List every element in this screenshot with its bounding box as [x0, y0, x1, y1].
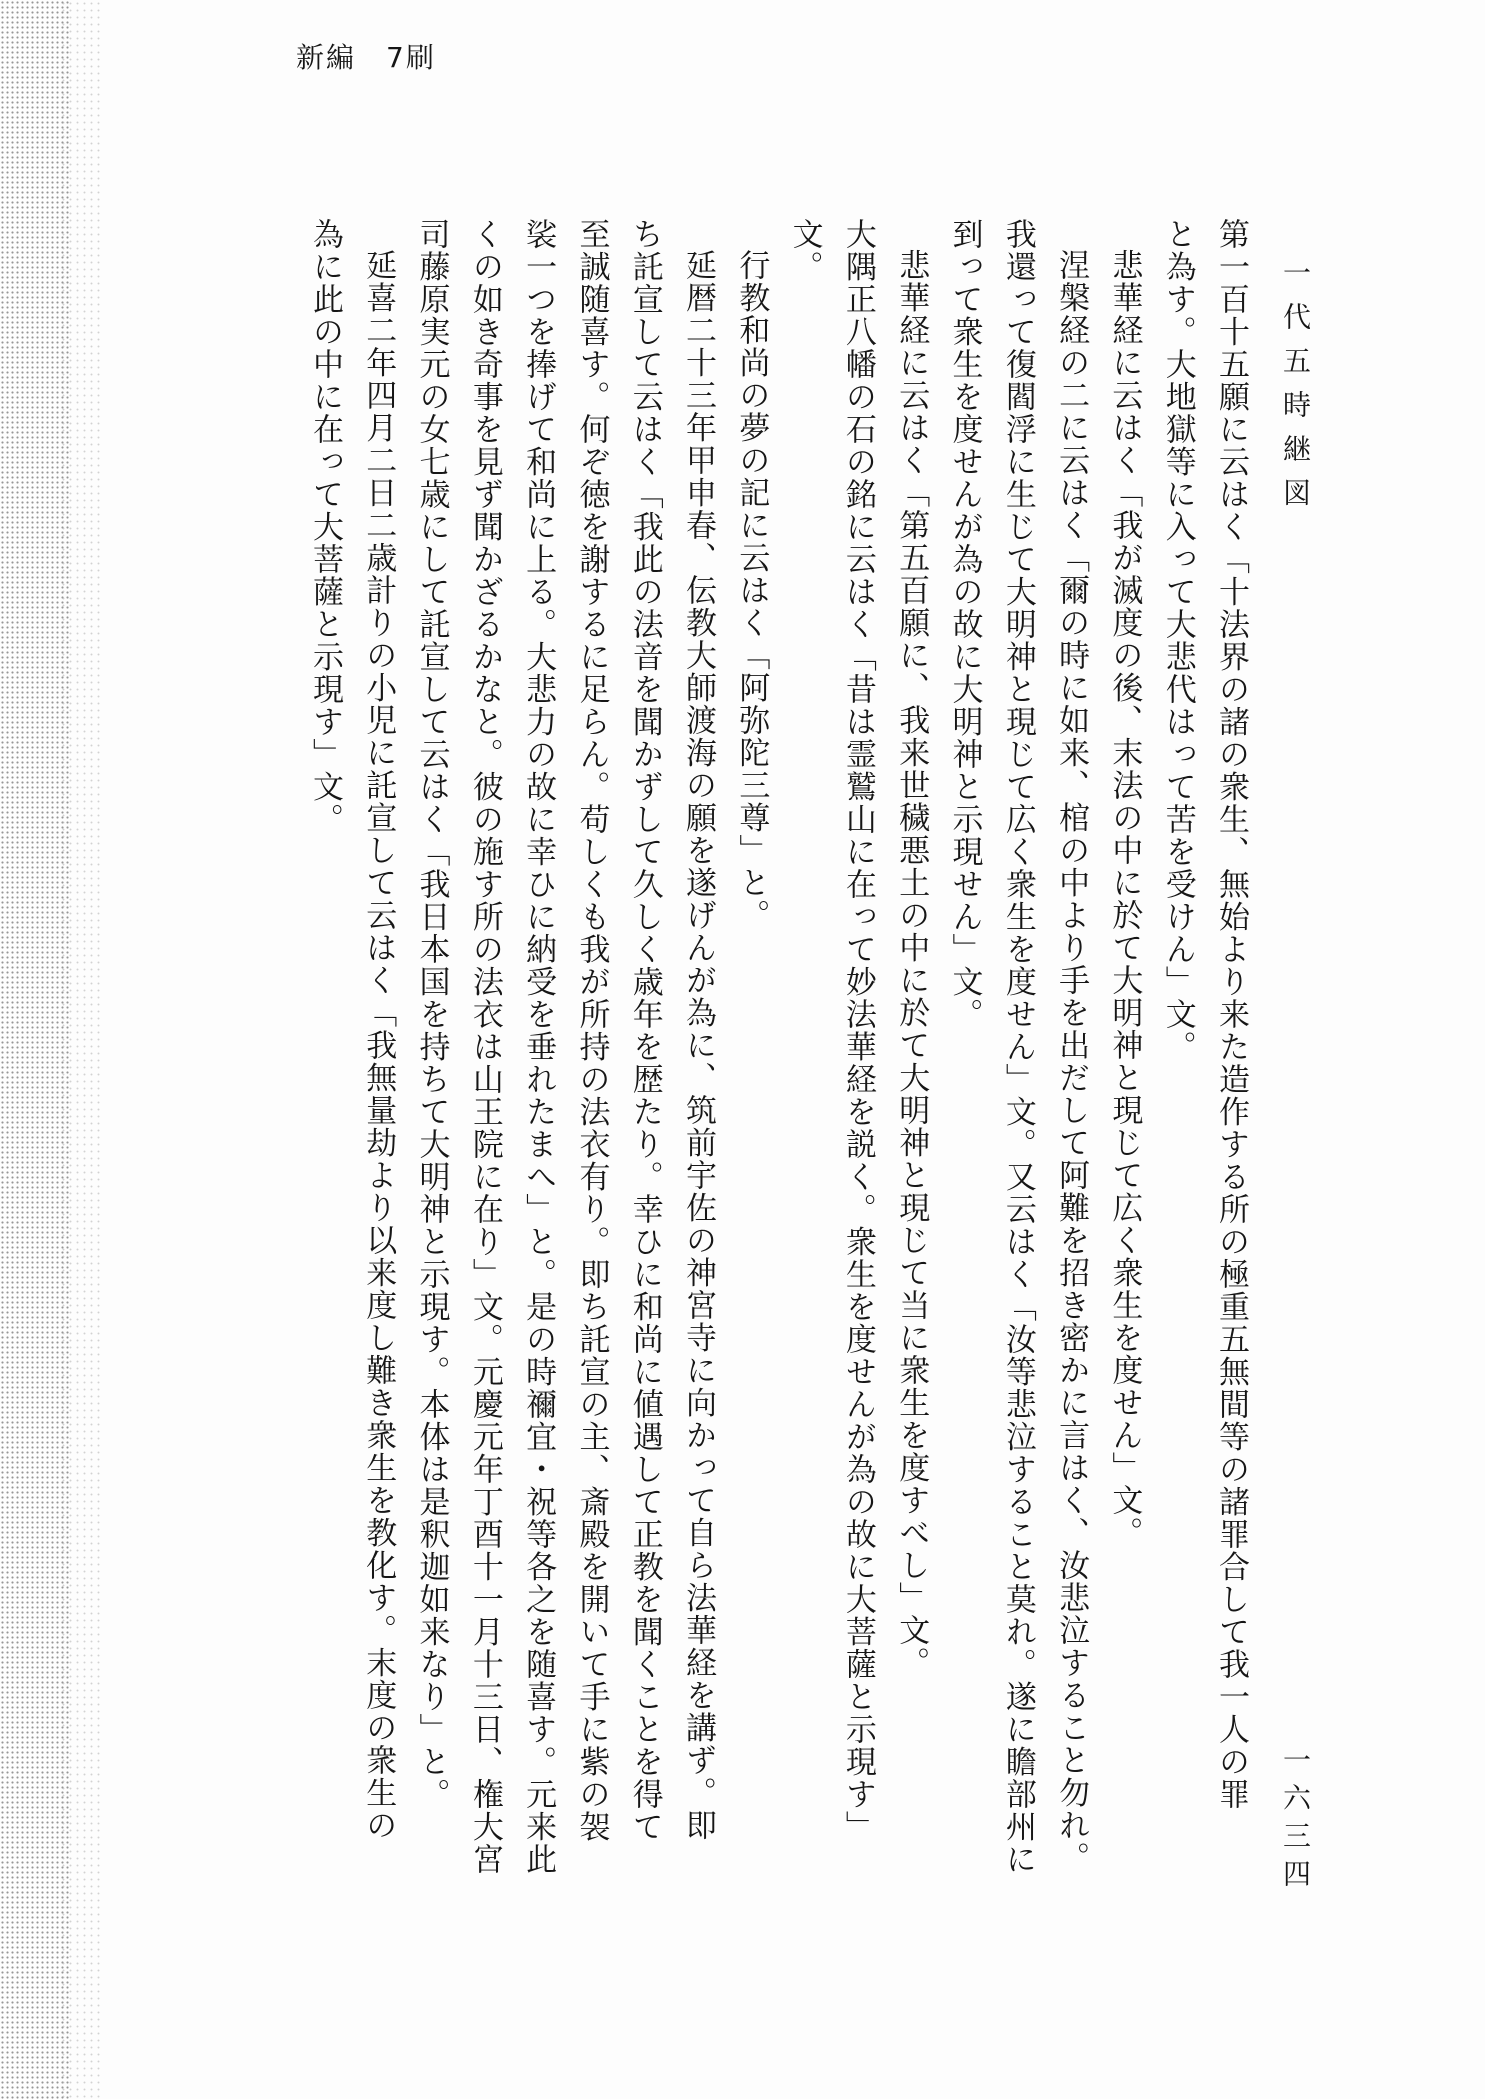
- text-line: 延喜二年四月二日二歳計りの小児に託宣して云はく「我無量劫より以来度し難き衆生を教化す。末度の衆生の: [360, 249, 397, 1842]
- text-line: 到って衆生を度せんが為の故に大明神と示現せん」文。: [946, 218, 983, 1031]
- running-title: 一代五時継図: [1279, 258, 1312, 522]
- text-line: 我還って復閻浮に生じて大明神と現じて広く衆生を度せん」文。又云はく「汝等悲泣すること莫れ。遂に瞻部州に: [999, 218, 1036, 1876]
- text-line: 行教和尚の夢の記に云はく「阿弥陀三尊」と。: [733, 249, 770, 932]
- text-line: 悲華経に云はく「我が滅度の後、末法の中に於て大明神と現じて広く衆生を度せん」文。: [1106, 249, 1143, 1549]
- text-line: 裟一つを捧げて和尚に上る。大悲力の故に幸ひに納受を垂れたまへ」と。是の時禰宜・祝等各之を随喜す。元来此: [520, 218, 557, 1876]
- edition-label: 新編 7刷: [296, 41, 436, 74]
- body-text: [298, 218, 1257, 1898]
- text-line: 至誠随喜す。何ぞ徳を謝するに足らん。苟しくも我が所持の法衣有り。即ち託宣の主、斎殿を開いて手に紫の袈: [573, 218, 610, 1843]
- page-number: 一六三四: [1279, 1745, 1312, 1897]
- text-line: 大隅正八幡の石の銘に云はく「昔は霊鷲山に在って妙法華経を説く。衆生を度せんが為の故に大菩薩と示現す」: [839, 218, 876, 1843]
- text-line: 為に此の中に在って大菩薩と示現す」文。: [306, 218, 343, 836]
- text-line: 司藤原実元の女七歳にして託宣して云はく「我日本国を持ちて大明神と示現す。本体は是釈迦如来なり」と。: [413, 218, 450, 1811]
- text-line: ち託宣して云はく「我此の法音を聞かずして久しく歳年を歴たり。幸ひに和尚に値遇して正教を聞くことを得て: [626, 218, 663, 1843]
- binding-gutter-fade: [60, 0, 100, 2099]
- text-line: 文。: [786, 218, 823, 283]
- text-line: 涅槃経の二に云はく「爾の時に如来、棺の中より手を出だして阿難を招き密かに言はく、汝悲泣すること勿れ。: [1053, 249, 1090, 1874]
- text-line: くの如き奇事を見ず聞かざるかなと。彼の施す所の法衣は山王院に在り」文。元慶元年丁酉十一月十三日、権大宮: [466, 218, 503, 1876]
- text-line: 第一百十五願に云はく「十法界の諸の衆生、無始より来た造作する所の極重五無間等の諸罪合して我一人の罪: [1213, 218, 1249, 1811]
- text-line: 悲華経に云はく「第五百願に、我来世穢悪土の中に於て大明神と現じて当に衆生を度すべし」文。: [893, 249, 930, 1679]
- text-line: と為す。大地獄等に入って大悲代はって苦を受けん」文。: [1159, 218, 1196, 1063]
- text-line: 延暦二十三年甲申春、伝教大師渡海の願を遂げんが為に、筑前宇佐の神宮寺に向かって自ら法華経を講ず。即: [680, 249, 717, 1842]
